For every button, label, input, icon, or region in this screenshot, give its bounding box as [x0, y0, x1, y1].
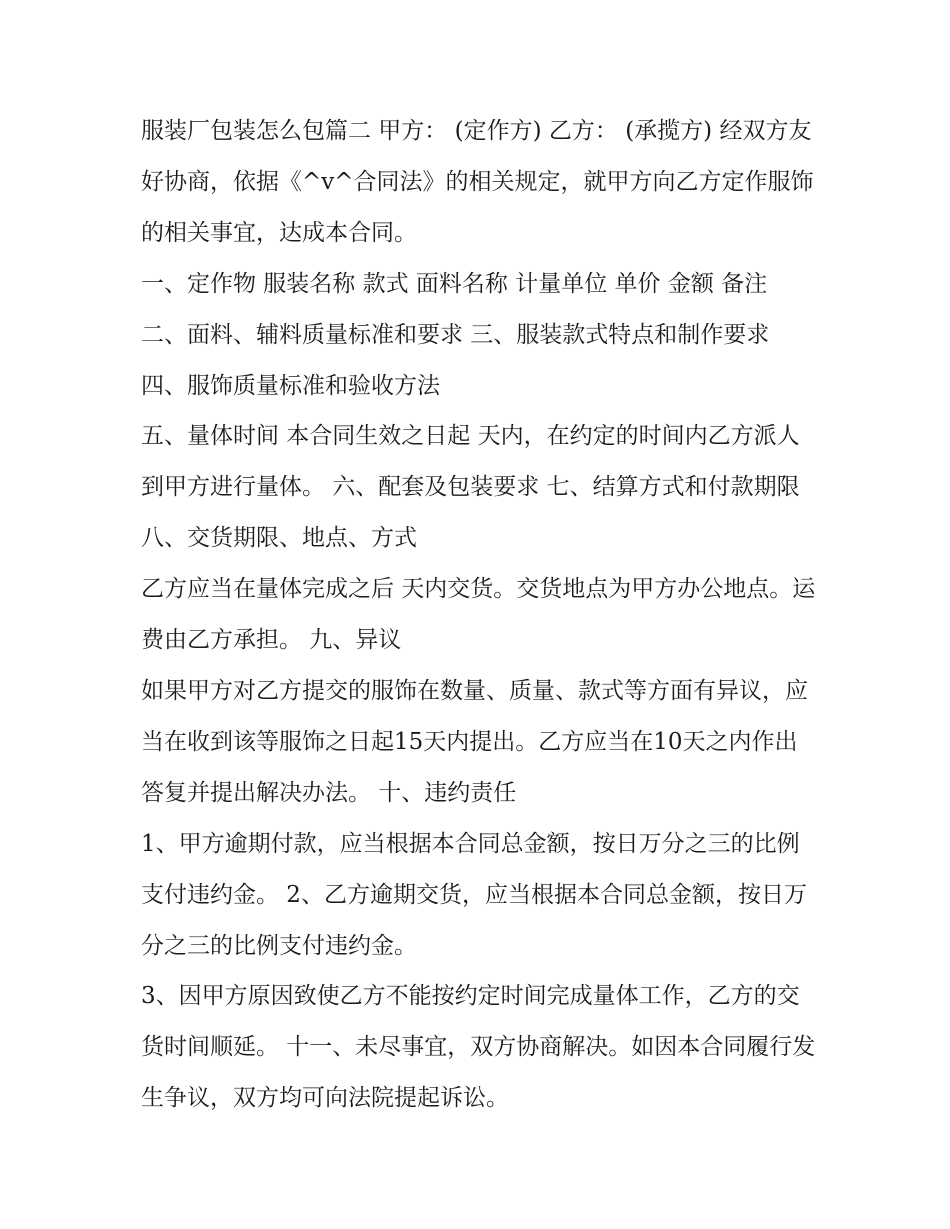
paragraph-preamble: 服装厂包装怎么包篇二 甲方： (定作方) 乙方： (承揽方) 经双方友好协商，依据《^v^合同法》的相关规定，就甲方向乙方定作服饰的相关事宜，达成本合同。	[141, 118, 814, 246]
paragraph-liability-3-misc: 3、因甲方原因致使乙方不能按约定时间完成量体工作，乙方的交货时间顺延。 十一、未尽事宜，双方协商解决。如因本合同履行发生争议，双方均可向法院提起诉讼。	[141, 983, 816, 1112]
paragraph-sections-1-4: 一、定作物 服装名称 款式 面料名称 计量单位 单价 金额 备注 二、面料、辅料质量标准和要求 三、服装款式特点和制作要求 四、服饰质量标准和验收方法	[141, 270, 777, 399]
paragraph-delivery-objection: 乙方应当在量体完成之后 天内交货。交货地点为甲方办公地点。运费由乙方承担。 九、异议	[141, 576, 816, 654]
paragraph-objection-liability: 如果甲方对乙方提交的服饰在数量、质量、款式等方面有异议，应当在收到该等服饰之日起15天内提出。乙方应当在10天之内作出答复并提出解决办法。 十、违约责任	[141, 677, 808, 806]
document-body	[141, 106, 816, 1124]
paragraph-sections-5-8: 五、量体时间 本合同生效之日起 天内，在约定的时间内乙方派人到甲方进行量体。 六、配套及包装要求 七、结算方式和付款期限 八、交货期限、地点、方式	[141, 423, 807, 552]
paragraph-liability-1-2: 1、甲方逾期付款，应当根据本合同总金额，按日万分之三的比例支付违约金。 2、乙方逾期交货，应当根据本合同总金额，按日万分之三的比例支付违约金。	[141, 830, 807, 959]
